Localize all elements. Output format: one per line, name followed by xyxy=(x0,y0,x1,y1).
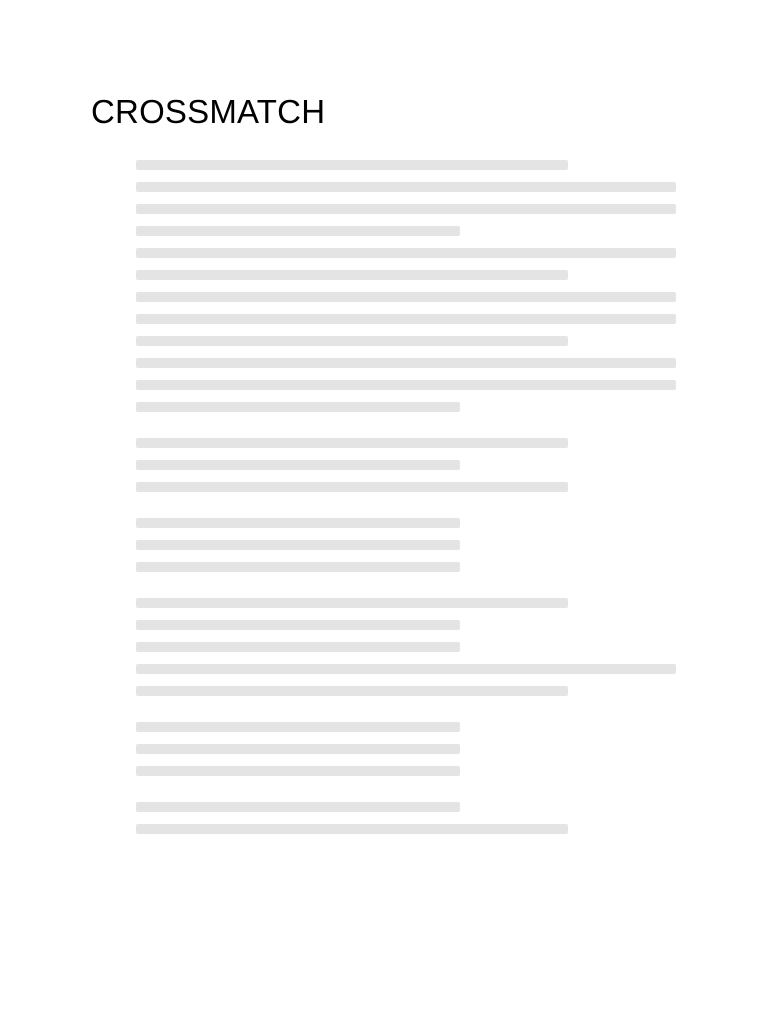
placeholder-line xyxy=(136,270,568,280)
placeholder-line xyxy=(136,620,460,630)
placeholder-line xyxy=(136,642,460,652)
placeholder-line xyxy=(136,518,460,528)
placeholder-line xyxy=(136,336,568,346)
placeholder-line xyxy=(136,722,460,732)
placeholder-line xyxy=(136,766,460,776)
placeholder-line xyxy=(136,292,676,302)
placeholder-line xyxy=(136,802,460,812)
placeholder-line xyxy=(136,402,460,412)
placeholder-line xyxy=(136,438,568,448)
placeholder-line xyxy=(136,204,676,214)
placeholder-line xyxy=(136,358,676,368)
page-title: CROSSMATCH xyxy=(91,93,326,130)
placeholder-line xyxy=(136,540,460,550)
unreadable-text xyxy=(136,160,676,846)
placeholder-line xyxy=(136,380,676,390)
placeholder-line xyxy=(136,460,460,470)
placeholder-line xyxy=(136,182,676,192)
placeholder-line xyxy=(136,248,676,258)
placeholder-line xyxy=(136,598,568,608)
placeholder-line xyxy=(136,226,460,236)
placeholder-line xyxy=(136,824,568,834)
placeholder-line xyxy=(136,562,460,572)
placeholder-line xyxy=(136,686,568,696)
placeholder-line xyxy=(136,664,676,674)
placeholder-line xyxy=(136,744,460,754)
placeholder-line xyxy=(136,482,568,492)
placeholder-line xyxy=(136,314,676,324)
placeholder-line xyxy=(136,160,568,170)
